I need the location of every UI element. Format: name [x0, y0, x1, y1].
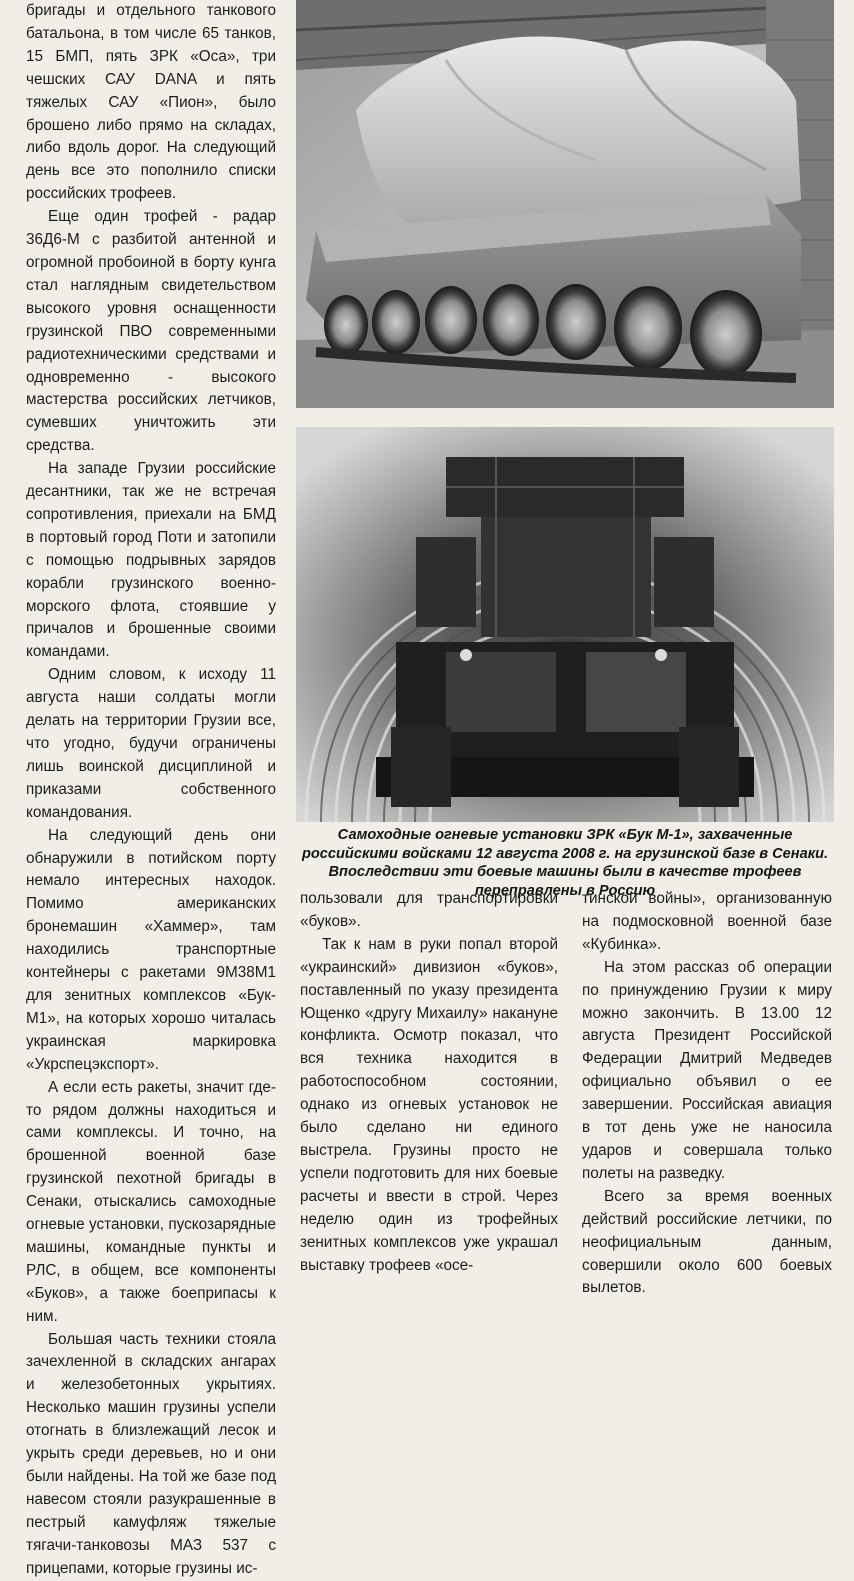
paragraph: тинской войны», организованную на подмосковной военной базе «Кубинка». [582, 890, 832, 953]
photo-buk-vehicle-in-shelter [296, 427, 834, 822]
photo-buk-vehicle-in-shelter-image [296, 427, 834, 822]
photo-buk-vehicle-under-cover-image [296, 0, 834, 408]
paragraph: На следующий день они обнаружили в потийском порту немало интересных находок. Помимо американских бронемашин «Хаммер», там находились транспортные контейнеры с ракетами 9М38М1 для зенитных комплексов «Бук-М1», на которых хорошо читалась украинская маркировка «Укрспецэкспорт». [26, 826, 276, 1073]
left-text-column [26, 0, 276, 1581]
middle-text-column [300, 888, 558, 1277]
paragraph: Большая часть техники стояла зачехленной в складских ангарах и железобетонных укрытиях. Несколько машин грузины успели отогнать в близлежащий лесок и укрыть среди деревьев, но и они были найдены. На той же базе под навесом стояли разукрашенные в пестрый камуфляж тяжелые тягачи-танковозы МАЗ 537 с прицепами, которые грузины ис- [26, 1330, 276, 1577]
right-text-column [582, 888, 832, 1300]
paragraph: Так к нам в руки попал второй «украинский» дивизион «буков», поставленный по указу президента Ющенко «другу Михаилу» накануне конфликта. Осмотр показал, что вся техника находится в работоспособном состоянии, однако из огневых установок не было сделано ни единого выстрела. Грузины просто не успели подготовить для них боевые расчеты и ввести в строй. Через неделю один из трофейных зенитных комплексов уже украшал выставку трофеев «осе- [300, 935, 558, 1274]
paragraph: Одним словом, к исходу 11 августа наши солдаты могли делать на территории Грузии все, что угодно, будучи ограничены лишь воинской дисциплиной и приказами собственного командования. [26, 666, 276, 821]
paragraph: Еще один трофей - радар 36Д6-М с разбитой антенной и огромной пробоиной в борту кунга стал наглядным свидетельством высокого уровня оснащенности грузинской ПВО современными радиотехническими средствами и одновременно - высокого мастерства российских летчиков, сумевших уничтожить эти средства. [26, 208, 276, 455]
photo-buk-vehicle-under-cover [296, 0, 834, 408]
paragraph: Всего за время военных действий российские летчики, по неофициальным данным, совершили около 600 боевых вылетов. [582, 1187, 832, 1297]
photo-caption: Самоходные огневые установки ЗРК «Бук М-1», захваченные российскими войсками 12 августа 2008 г. на грузинской базе в Сенаки. Впоследствии эти боевые машины были в качестве трофеев переправлены в Россию [301, 827, 829, 899]
paragraph: На этом рассказ об операции по принуждению Грузии к миру можно закончить. В 13.00 12 августа Президент Российской Федерации Дмитрий Медведев официально объявил о ее завершении. Российская авиация в тот день уже не наносила ударов и совершала только полеты на разведку. [582, 958, 832, 1182]
paragraph: бригады и отдельного танкового батальона, в том числе 65 танков, 15 БМП, пять ЗРК «Оса», три чешских САУ DANA и пять тяжелых САУ «Пион», было брошено либо прямо на складах, либо вдоль дорог. На следующий день все это пополнило списки российских трофеев. [26, 2, 276, 203]
paragraph: А если есть ракеты, значит где-то рядом должны находиться и сами комплексы. И точно, на брошенной военной базе грузинской пехотной бригады в Сенаки, отыскались самоходные огневые установки, пускозарядные машины, командные пункты и РЛС, в общем, все компоненты «Буков», а также боеприпасы к ним. [26, 1078, 276, 1325]
paragraph: пользовали для транспортировки «буков». [300, 890, 558, 930]
paragraph: На западе Грузии российские десантники, так же не встречая сопротивления, приехали на БМД в портовый город Поти и затопили с помощью подрывных зарядов корабли грузинского военно-морского флота, стоявшие у причалов и брошенные своими командами. [26, 460, 276, 661]
